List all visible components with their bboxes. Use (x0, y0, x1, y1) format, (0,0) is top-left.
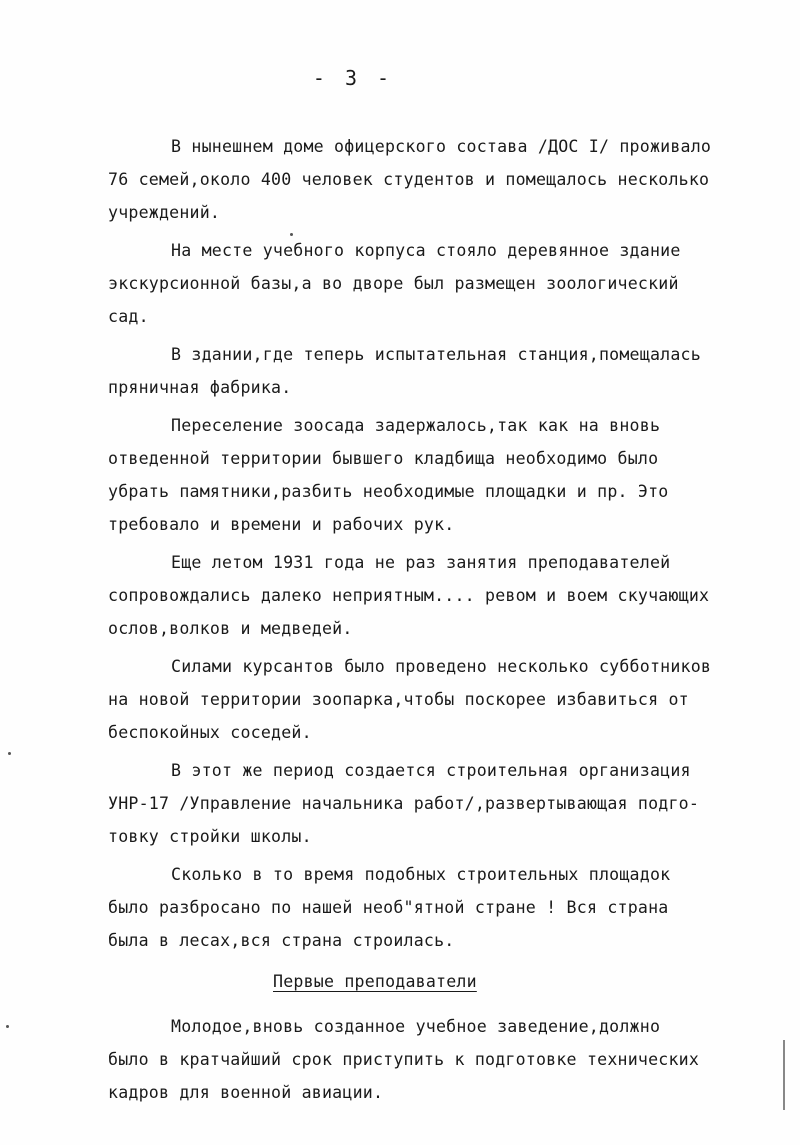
paragraph: В здании,где теперь испытательная станция,помещалась пряничная фабрика. (108, 345, 701, 397)
scan-speck (6, 1025, 9, 1028)
scan-speck (290, 233, 293, 236)
paragraph: На месте учебного корпуса стояло деревянное здание экскурсионной базы,а во дворе был размещен зоологический сад. (108, 241, 681, 326)
paragraph: Переселение зоосада задержалось,так как на вновь отведенной территории бывшего кладбища необходимо было убрать памятники,разбить необходимые площадки и пр. Это требовало и времени и рабочих рук. (108, 416, 669, 534)
paragraph: Силами курсантов было проведено несколько субботников на новой территории зоопарка,чтобы поскорее избавиться от беспокойных соседей. (108, 657, 712, 742)
section-heading-wrap (108, 965, 798, 998)
document-body (108, 130, 798, 1114)
paragraph: В нынешнем доме офицерского состава /ДОС I/ проживало 76 семей,около 400 человек студентов и помещалось несколько учреждений. (108, 137, 712, 222)
paragraph: Еще летом 1931 года не раз занятия преподавателей сопровождались далеко неприятным.... ревом и воем скучающих ослов,волков и медведей. (108, 553, 710, 638)
scan-speck (8, 752, 11, 755)
paragraph: Молодое,вновь созданное учебное заведение,должно было в кратчайший срок приступить к подготовке технических кадров для военной авиации. (108, 1017, 700, 1102)
scan-edge-mark (783, 1040, 785, 1110)
section-heading: Первые преподаватели (273, 972, 477, 991)
paragraph: В этот же период создается строительная организация УНР-17 /Управление начальника работ/,развертывающая подго- товку стройки школы. (108, 761, 700, 846)
page-number: - 3 - (312, 66, 394, 90)
paragraph: Сколько в то время подобных строительных площадок было разбросано по нашей необ"ятной стране ! Вся страна была в лесах,вся страна строилась. (108, 865, 671, 950)
